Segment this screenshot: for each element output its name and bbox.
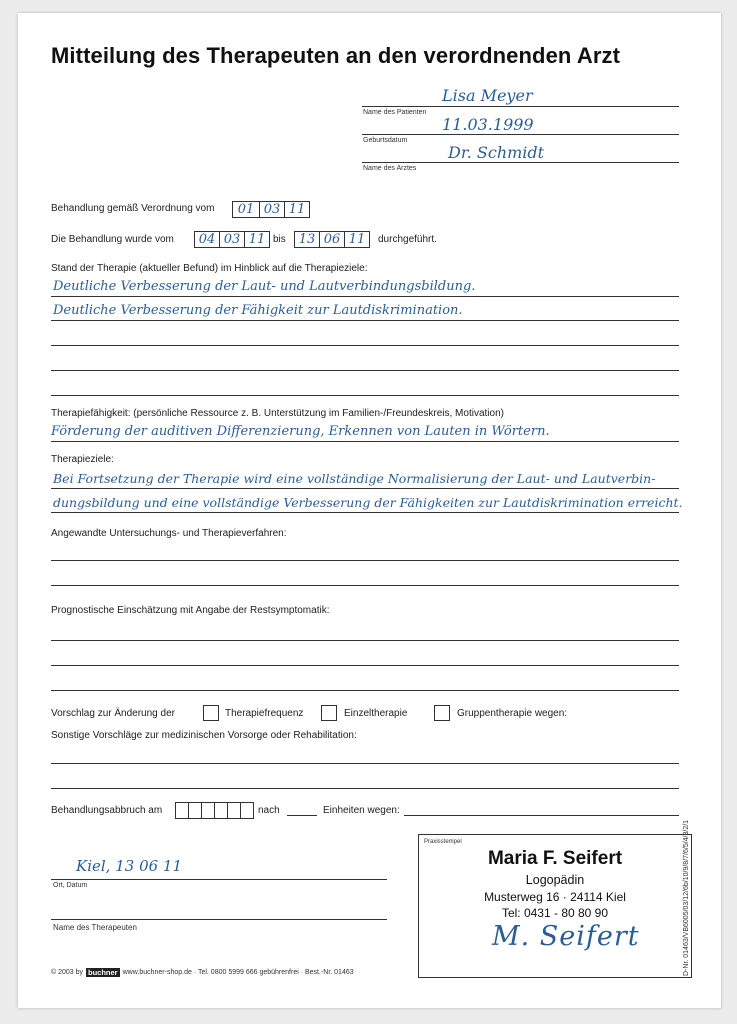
faehigkeit-text[interactable]: Förderung der auditiven Differenzierung, Erkennen von Lauten in Wörtern. [51,424,550,439]
faehigkeit-label: Therapiefähigkeit: (persönliche Ressource z. B. Unterstützung im Familien-/Freundeskreis, Motivation) [51,408,504,419]
stand-line-2[interactable]: Deutliche Verbesserung der Fähigkeit zur Lautdiskrimination. [53,303,463,318]
prognose-rule-2 [51,665,679,666]
stamp-label: Praxisstempel [424,839,462,845]
ziele-rule-2 [51,512,679,513]
birthdate-label: Geburtsdatum [363,137,408,144]
abbruch-label: Behandlungsabbruch am [51,805,163,816]
verordnung-label: Behandlung gemäß Verordnung vom [51,203,215,214]
prognose-rule-3 [51,690,679,691]
stamp-name: Maria F. Seifert [487,848,623,869]
ziele-line-1[interactable]: Bei Fortsetzung der Therapie wird eine vollständige Normalisierung der Laut- und Lautverbin- [53,471,656,486]
side-order-code: D-Nr. 01463/VB6005/03/12/6b/10/9/8/7/6/5/4/3/2/1 [683,819,690,976]
footer-copyright: © 2003 by [51,969,84,976]
verordnung-day: 01 [233,202,260,217]
durchgefuehrt-label: durchgeführt. [378,234,437,245]
ort-datum-value[interactable]: Kiel, 13 06 11 [76,857,183,875]
ziele-rule-1 [51,488,679,489]
patient-name-value[interactable]: Lisa Meyer [442,86,533,105]
gruppentherapie-checkbox[interactable] [434,705,450,721]
einzeltherapie-checkbox[interactable] [321,705,337,721]
form-sheet [18,13,721,1008]
therapist-signature: M. Seifert [492,921,640,952]
to-year: 11 [348,232,366,247]
prognose-label: Prognostische Einschätzung mit Angabe der Restsymptomatik: [51,605,330,616]
stamp-address: Musterweg 16 · 24114 Kiel [484,890,626,904]
stand-rule-5 [51,395,679,396]
therapeut-label: Name des Therapeuten [53,923,137,932]
abbruch-reason-field[interactable] [404,815,679,816]
faehigkeit-rule [51,441,679,442]
behandlung-to-field[interactable] [294,231,370,248]
stand-rule-3 [51,345,679,346]
behandlung-label: Die Behandlung wurde vom [51,234,174,245]
behandlung-from-field[interactable] [194,231,270,248]
to-day: 13 [295,232,320,247]
from-year: 11 [248,232,266,247]
stand-line-1[interactable]: Deutliche Verbesserung der Laut- und Lautverbindungsbildung. [53,279,476,294]
buchner-logo: buchner [88,968,118,977]
to-month: 06 [320,232,345,247]
stand-rule-1 [51,296,679,297]
therapeut-rule[interactable] [51,919,387,920]
stand-rule-4 [51,370,679,371]
abbruch-date-field[interactable] [175,802,254,819]
einzeltherapie-label: Einzeltherapie [344,708,408,719]
stamp-role: Logopädin [525,873,585,887]
ort-datum-label: Ort, Datum [53,882,88,889]
einheiten-count-field[interactable] [287,815,317,816]
einheiten-label: Einheiten wegen: [323,805,400,816]
footer-contact: www.buchner-shop.de · Tel. 0800 5999 666 gebührenfrei · Best.-Nr. 01463 [122,969,354,976]
praxis-stamp [418,834,692,978]
ziele-line-2[interactable]: dungsbildung und eine vollständige Verbesserung der Fähigkeiten zur Lautdiskrimination erreicht. [53,495,683,510]
sonstige-label: Sonstige Vorschläge zur medizinischen Vorsorge oder Rehabilitation: [51,730,357,741]
bis-label: bis [273,234,286,245]
doctor-name-line [362,162,679,163]
from-month: 03 [220,232,245,247]
verordnung-date-field[interactable] [232,201,310,218]
birthdate-value[interactable]: 11.03.1999 [442,115,534,134]
therapiefrequenz-checkbox[interactable] [203,705,219,721]
vorschlag-label: Vorschlag zur Änderung der [51,708,175,719]
patient-name-label: Name des Patienten [363,109,427,116]
nach-label: nach [258,805,280,816]
verordnung-month: 03 [260,202,285,217]
sonstige-rule-2 [51,788,679,789]
stamp-phone: Tel: 0431 - 80 80 90 [501,906,609,920]
therapiefrequenz-label: Therapiefrequenz [225,708,304,719]
stand-rule-2 [51,320,679,321]
page-title: Mitteilung des Therapeuten an den verordnenden Arzt [51,43,621,68]
stand-label: Stand der Therapie (aktueller Befund) im Hinblick auf die Therapieziele: [51,263,368,274]
prognose-rule-1 [51,640,679,641]
doctor-name-label: Name des Arztes [363,165,417,172]
verfahren-rule-2 [51,585,679,586]
ort-datum-rule [51,879,387,880]
sonstige-rule-1 [51,763,679,764]
footer [51,968,354,977]
from-day: 04 [195,232,220,247]
verfahren-label: Angewandte Untersuchungs- und Therapieverfahren: [51,528,287,539]
verfahren-rule-1 [51,560,679,561]
birthdate-line [362,134,679,135]
gruppentherapie-label: Gruppentherapie wegen: [457,708,568,719]
doctor-name-value[interactable]: Dr. Schmidt [448,143,545,162]
patient-name-line [362,106,679,107]
ziele-label: Therapieziele: [51,454,114,465]
verordnung-year: 11 [288,202,306,217]
